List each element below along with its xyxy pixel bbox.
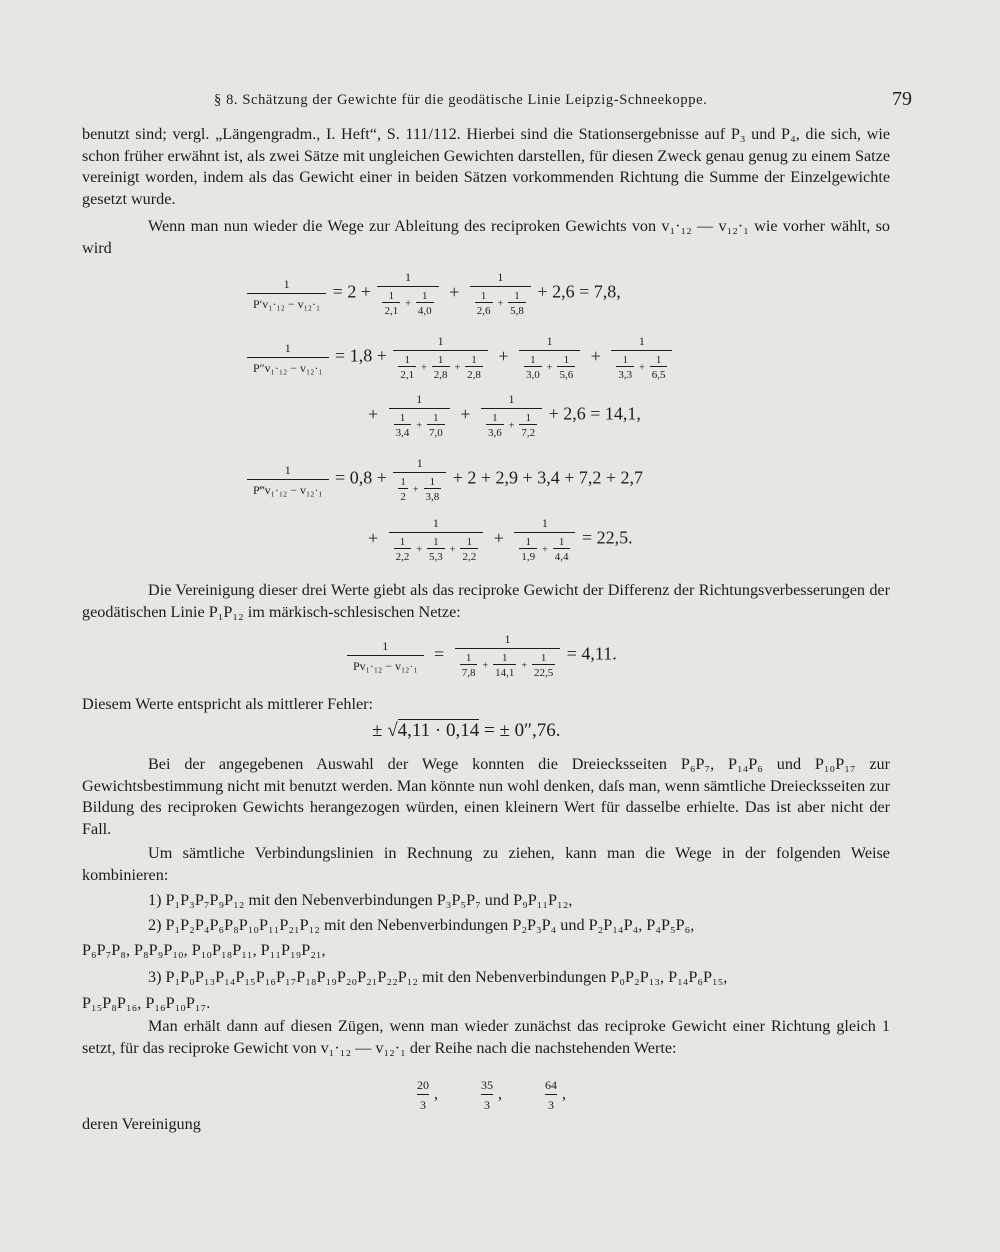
list-item-2-line-2: P₆P₇P₈, P₈P₉P₁₀, P₁₀P₁₈P₁₁, P₁₁P₁₉P₂₁, <box>82 941 326 959</box>
paragraph-4: Diesem Werte entspricht als mittlerer Fehler: <box>82 695 374 713</box>
paragraph-7: Man erhält dann auf diesen Zügen, wenn man wieder zunächst das reciproke Gewicht einer Richtung gleich 1 setzt, für das reciproke Gewicht von v₁·₁₂ — v₁₂·₁ der Reihe nach die nachstehenden Werte: <box>82 1017 890 1057</box>
formula-4: $\frac{1}{\text{Pv₁·₁₂ − v₁₂·₁}}$ = 1 $\frac{1}{7,8}$ + $\frac{1}{14,1}$ + $\frac{1}{22,5}$ = 4,11. <box>345 632 617 679</box>
formula-3: $\frac{1}{\text{P‴v₁·₁₂ − v₁₂·₁}}$ = 0,8 + 1 $\frac{1}{2}$ + $\frac{1}{3,8}$ + 2 + 2,9 + 3,4 + 7,2 + 2,7 <box>245 456 643 503</box>
closing-line: deren Vereinigung <box>82 1115 201 1133</box>
lhs-fraction-3: $\frac{1}{\text{P‴v₁·₁₂ − v₁₂·₁}}$ <box>247 463 329 497</box>
header-title: § 8. Schätzung der Gewichte für die geodätische Linie Leipzig-Schneekoppe. <box>214 92 708 108</box>
list-item-1: 1) P₁P₃P₇P₉P₁₂ mit den Nebenverbindungen P₃P₅P₇ und P₉P₁₁P₁₂, <box>148 891 573 909</box>
list-item-3-line-1: 3) P₁P₀P₁₃P₁₄P₁₅P₁₆P₁₇P₁₈P₁₉P₂₀P₂₁P₂₂P₁₂ mit den Nebenverbindungen P₀P₂P₁₃, P₁₄P₆P₁₅, <box>148 968 728 986</box>
paragraph-2: Wenn man nun wieder die Wege zur Ableitung des reciproken Gewichts von v₁·₁₂ — v₁₂·₁ wie vorher wählt, so wird <box>82 217 890 257</box>
lhs-fraction-2: $\frac{1}{\text{P″v₁·₁₂ − v₁₂·₁}}$ <box>247 341 329 375</box>
paragraph-1: benutzt sind; vergl. „Längengradm., I. Heft“, S. 111/112. Hierbei sind die Stationsergebnisse auf P₃ und P₄, die sich, wie schon früher erwähnt ist, als zwei Sätze mit ungleichen Gewichten darstellen, für diesen Zweck genau genug zu einem Satze vereinigt worden, indem als das Gewicht einer in beiden Sätzen vorkommenden Richtung die Summe der Einzelgewichte gesetzt wurde. <box>82 125 890 208</box>
formula-3-continued: + 1 $\frac{1}{2,2}$ + $\frac{1}{5,3}$ + $\frac{1}{2,2}$ + 1 $\frac{1}{1,9}$ + $\frac{1}{4,4}$ = 22,5. <box>368 516 633 563</box>
formula-5: ± √4,11 · 0,14 = ± 0″,76. <box>372 720 561 741</box>
running-header <box>82 90 912 116</box>
formula-1: $\frac{1}{\text{P′v₁·₁₂ − v₁₂·₁}}$ = 2 + 1 $\frac{1}{2,1}$ + $\frac{1}{4,0}$ + 1 $\frac{1}{2,6}$ + $\frac{1}{5,8}$ + 2,6 = 7,8, <box>245 270 621 317</box>
list-item-2-line-1: 2) P₁P₂P₄P₆P₈P₁₀P₁₁P₂₁P₁₂ mit den Nebenverbindungen P₂P₃P₄ und P₂P₁₄P₄, P₄P₅P₆, <box>148 916 695 934</box>
formula-2: $\frac{1}{\text{P″v₁·₁₂ − v₁₂·₁}}$ = 1,8 + 1 $\frac{1}{2,1}$ + $\frac{1}{2,8}$ + $\frac{1}{2,8}$ + 1 $\frac{1}{3,0}$ + $\frac{1}{5,6}$ + 1 $\frac{1}{3,3}$ + $\frac{1}{6,5}$ <box>245 334 674 381</box>
list-item-3-line-2: P₁₅P₈P₁₆, P₁₆P₁₀P₁₇. <box>82 994 211 1012</box>
values-list: $\frac{20}{3}$ , $\frac{35}{3}$ , $\frac{64}{3}$ , <box>417 1078 566 1112</box>
lhs-fraction-1: $\frac{1}{\text{P′v₁·₁₂ − v₁₂·₁}}$ <box>247 277 326 311</box>
formula-2-continued: + 1 $\frac{1}{3,4}$ + $\frac{1}{7,0}$ + 1 $\frac{1}{3,6}$ + $\frac{1}{7,2}$ + 2,6 = 14,1, <box>368 392 641 439</box>
page-number: 79 <box>892 88 912 110</box>
paragraph-6: Um sämtliche Verbindungslinien in Rechnung zu ziehen, kann man die Wege in der folgenden Weise kombinieren: <box>82 844 890 884</box>
paragraph-3: Die Vereinigung dieser drei Werte giebt als das reciproke Gewicht der Differenz der Richtungsverbesserungen der geodätischen Linie P₁P₁₂ im märkisch-schlesischen Netze: <box>82 581 890 621</box>
paragraph-5: Bei der angegebenen Auswahl der Wege konnten die Dreiecksseiten P₆P₇, P₁₄P₆ und P₁₀P₁₇ zur Gewichtsbestimmung nicht mit benutzt werden. Man könnte nun wohl denken, daſs man, wenn sämtliche Dreiecksseiten zur Bildung des reciproken Gewichts herangezogen würden, einen kleinern Wert für dasselbe erhielte. Das ist aber nicht der Fall. <box>82 755 890 838</box>
lhs-fraction-4: $\frac{1}{\text{Pv₁·₁₂ − v₁₂·₁}}$ <box>347 639 424 673</box>
